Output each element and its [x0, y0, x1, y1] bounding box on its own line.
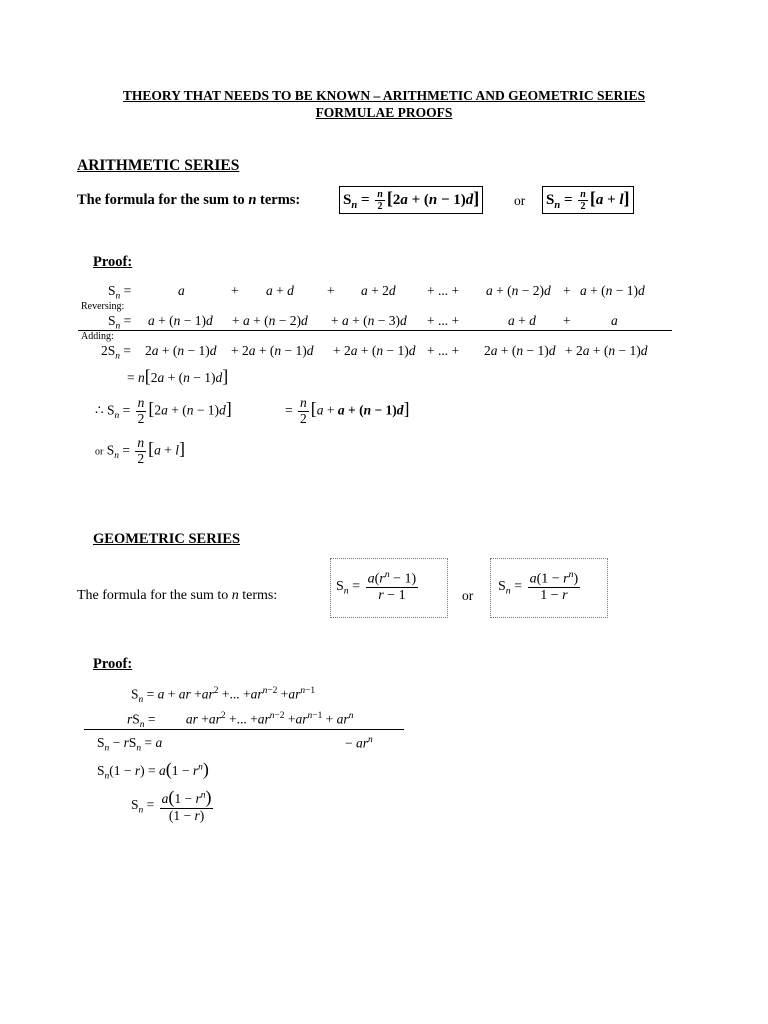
geo-row5: $S_n$ = $\frac{a(1 - r^n)}{(1 - r)}$ [131, 787, 212, 823]
arithmetic-sum-rule [78, 330, 672, 331]
geo-row2: $rS_n$ = ar $+ar^2$ +... $+ar^{n-2} +ar^{n-1} + ar^n$ [127, 711, 354, 731]
row1-ellipsis: + ... + [427, 283, 460, 298]
arithmetic-proof-label: Proof: [93, 254, 133, 270]
row4-expression: = n[2a + (n − 1)d] [127, 366, 229, 386]
geometric-sum-rule [84, 729, 404, 730]
row3-term-5: + 2a + (n − 1)d [565, 343, 648, 358]
adding-label: Adding: [81, 331, 114, 342]
row1-lhs: $S_n$ = [108, 283, 132, 302]
row1-term-5: a + (n − 1)d [580, 283, 645, 298]
therefore-alt: = $\frac{n}{2}$ [a + a + (n − 1)d] [285, 395, 410, 426]
geometric-formula-2: $S_n$ = $\frac{a(1 - r^n)}{1 - r}$ [498, 569, 579, 604]
arithmetic-formula-label: The formula for the sum to n terms: [77, 192, 301, 208]
row2-term-3: + a + (n − 3)d [331, 313, 407, 328]
arithmetic-formula-box-1: $S_n$ = $\frac{n}{2}$ [2a + (n − 1)d] [339, 186, 483, 214]
document-title-line1: THEORY THAT NEEDS TO BE KNOWN – ARITHMETIC AND GEOMETRIC SERIES [122, 88, 646, 103]
or-line: or $S_n$ = $\frac{n}{2}$ [a + l] [95, 435, 185, 466]
row3-term-3: + 2a + (n − 1)d [333, 343, 416, 358]
row1-term-3: a + 2d [361, 283, 396, 298]
geo-row3-lhs: $S_n - rS_n = a$ [97, 735, 163, 754]
arithmetic-formula-box-2: $S_n$ = $\frac{n}{2}$ [a + l] [542, 186, 634, 214]
geometric-formula-label: The formula for the sum to n terms: [77, 588, 278, 603]
geo-row1: $S_n = a$ + ar $+ar^2$ +... $+ar^{n-2} +ar^{n-1}$ [131, 686, 316, 706]
therefore-line: ∴ $S_n$ = $\frac{n}{2}$ [2a + (n − 1)d] [95, 395, 232, 426]
geometric-heading: GEOMETRIC SERIES [93, 531, 241, 547]
row2-term-2: + a + (n − 2)d [232, 313, 308, 328]
row1-term-2: a + d [266, 283, 294, 298]
arithmetic-heading: ARITHMETIC SERIES [77, 157, 240, 174]
document-title-line2: FORMULAE PROOFS [315, 105, 453, 120]
row2-ellipsis: + ... + [427, 313, 460, 328]
row2-term-1: a + (n − 1)d [148, 313, 213, 328]
row2-term-5: a [611, 313, 618, 328]
row1-plus-1: + [231, 283, 239, 298]
geo-row3-rhs: − $ar^n$ [345, 735, 373, 751]
row3-lhs: $2S_n$ = [101, 343, 131, 362]
row1-plus-2: + [327, 283, 335, 298]
geo-row4: $S_n(1 - r) = a(1 - r^n)$ [97, 759, 209, 782]
row1-term-a: a [178, 283, 185, 298]
geometric-or: or [462, 588, 474, 603]
row2-plus: + [563, 313, 571, 328]
geometric-proof-label: Proof: [93, 656, 133, 672]
reversing-label: Reversing: [81, 301, 125, 312]
row3-term-1: 2a + (n − 1)d [145, 343, 217, 358]
row1-term-4: a + (n − 2)d [486, 283, 551, 298]
row3-ellipsis: + ... + [427, 343, 460, 358]
geometric-formula-1: $S_n$ = $\frac{a(r^n - 1)}{r - 1}$ [336, 569, 417, 604]
row3-term-4: 2a + (n − 1)d [484, 343, 556, 358]
arithmetic-or: or [514, 193, 526, 208]
row2-lhs: $S_n$ = [108, 313, 132, 332]
row2-term-4: a + d [508, 313, 536, 328]
row1-plus-3: + [563, 283, 571, 298]
row3-term-2: + 2a + (n − 1)d [231, 343, 314, 358]
